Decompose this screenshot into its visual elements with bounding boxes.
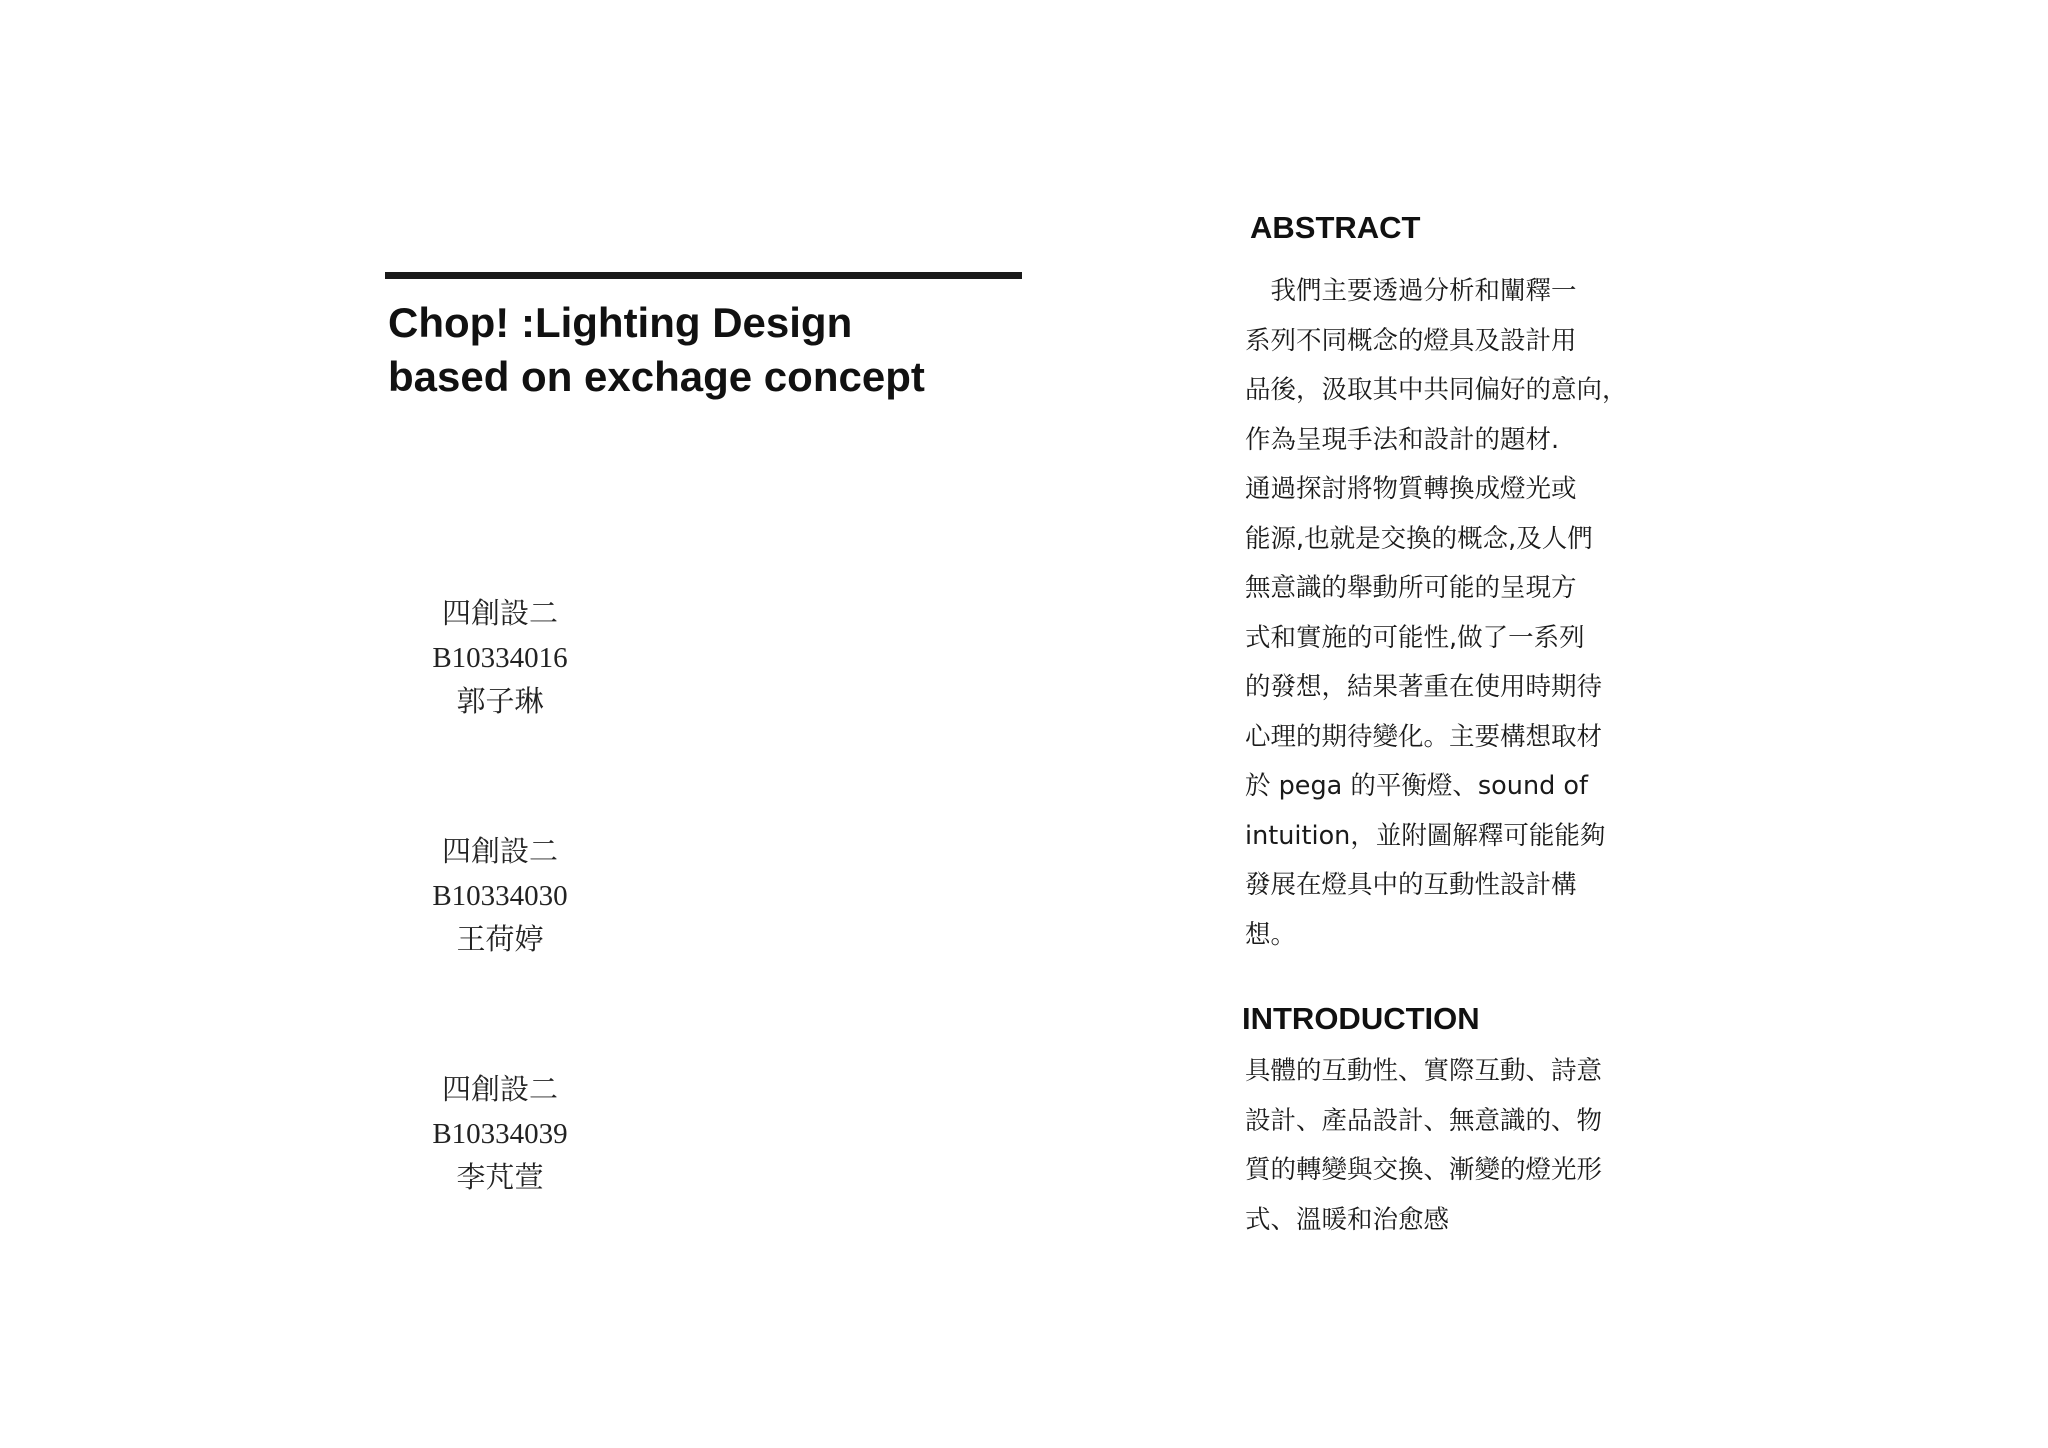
introduction-body	[1245, 1047, 1665, 1245]
abstract-line: 我們主要透過分析和闡釋一	[1245, 276, 1577, 306]
introduction-heading: INTRODUCTION	[1242, 1001, 1480, 1036]
abstract-line: 發展在燈具中的互動性設計構	[1245, 870, 1577, 900]
author-dept: 四創設二	[441, 836, 558, 868]
author-name: 郭子琳	[456, 686, 544, 718]
abstract-body	[1245, 267, 1665, 960]
author-name: 李芃萱	[456, 1162, 544, 1194]
introduction-line: 式、溫暖和治愈感	[1245, 1204, 1450, 1235]
abstract-line: 品後，汲取其中共同偏好的意向，	[1245, 375, 1628, 405]
abstract-line: 於 pega 的平衡燈、sound of	[1245, 771, 1588, 801]
abstract-line: 心理的期待變化。主要構想取材	[1245, 721, 1603, 752]
author-student-id: B10334030	[432, 880, 568, 912]
introduction-line: 設計、產品設計、無意識的、物	[1245, 1105, 1603, 1136]
introduction-line: 質的轉變與交換、漸變的燈光形	[1245, 1155, 1603, 1185]
paper-title	[388, 296, 1048, 404]
abstract-line: 無意識的舉動所可能的呈現方	[1245, 573, 1577, 603]
author-block-1	[400, 592, 600, 724]
abstract-line: 作為呈現手法和設計的題材.	[1245, 424, 1560, 455]
author-student-id: B10334016	[432, 642, 568, 674]
author-block-3	[400, 1068, 600, 1200]
author-block-2	[400, 830, 600, 962]
abstract-line: 的發想，結果著重在使用時期待	[1245, 672, 1603, 702]
author-name: 王荷婷	[456, 924, 544, 956]
author-student-id: B10334039	[432, 1118, 568, 1150]
abstract-line: 系列不同概念的燈具及設計用	[1245, 325, 1577, 356]
abstract-line: 通過探討將物質轉換成燈光或	[1245, 474, 1577, 504]
abstract-heading: ABSTRACT	[1250, 210, 1421, 245]
paper-title-line-2: based on exchage concept	[388, 353, 925, 400]
author-dept: 四創設二	[441, 1074, 558, 1106]
abstract-line: 能源,也就是交換的概念,及人們	[1245, 523, 1593, 554]
paper-title-line-1: Chop! :Lighting Design	[388, 299, 853, 346]
abstract-line: 式和實施的可能性,做了一系列	[1245, 622, 1585, 653]
abstract-line: intuition，並附圖解釋可能能夠	[1245, 820, 1606, 851]
introduction-line: 具體的互動性、實際互動、詩意	[1245, 1056, 1603, 1086]
title-rule	[385, 272, 1022, 279]
author-dept: 四創設二	[441, 598, 558, 630]
abstract-line: 想。	[1245, 919, 1297, 950]
